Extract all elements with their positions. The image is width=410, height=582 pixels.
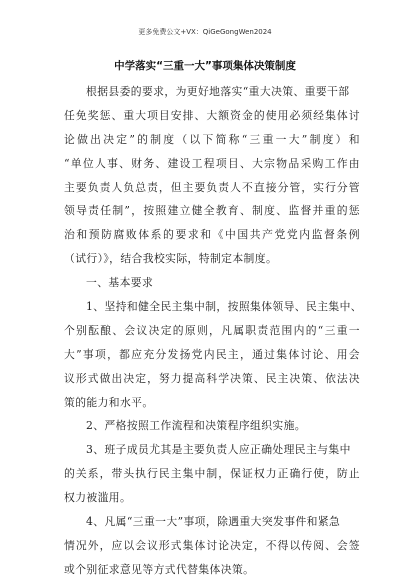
paragraph-line: 或个别征求意见等方式代替集体决策。 [64,562,255,576]
paragraph-line: 策的能力和水平。 [64,395,154,409]
document-body [64,80,360,582]
paragraph-line: 1、坚持和健全民主集中制，按照集体领导、民主集中、 [86,300,362,314]
paragraph-line: 权力被滥用。 [64,491,132,505]
paragraph-line: 议形式做出决定，努力提高科学决策、民主决策、依法决 [64,371,360,385]
document-title: 中学落实“三重一大”事项集体决策制度 [114,60,296,72]
paragraph-line: （试行）》，结合我校实际，特制定本制度。 [64,252,278,266]
paragraph-line: 情况外，应以会议形式集体讨论决定，不得以传阅、会签 [64,538,360,552]
paragraph-line: 治和预防腐败体系的要求和《中国共产党党内监督条例 [64,228,360,242]
paragraph-line: 论做出决定”的制度（以下简称“三重一大”制度）和 [64,132,360,146]
paragraph-line: 的关系，带头执行民主集中制，保证权力正确行使，防止 [64,467,360,481]
paragraph-line: 大”事项，都应充分发扬党内民主，通过集体讨论、用会 [64,347,360,361]
paragraph-line: 4、凡属“三重一大”事项，除遇重大突发事件和紧急 [86,515,341,529]
section-heading: 一、基本要求 [86,276,154,290]
paragraph-line: 任免奖惩、重大项目安排、大额资金的使用必须经集体讨 [64,108,360,122]
paragraph-line: 主要负责人负总责，但主要负责人不直接分管，实行分管 [64,180,360,194]
header-note: 更多免费公文+VX：QiGeGongWen2024 [138,28,272,36]
paragraph-line: 2、严格按照工作流程和决策程序组织实施。 [86,419,307,433]
paragraph-line: “单位人事、财务、建设工程项目、大宗物品采购工作由 [64,156,360,170]
paragraph-line: 根据县委的要求，为更好地落实“重大决策、重要干部 [86,85,350,98]
paragraph-line: 个别酝酿、会议决定的原则，凡属职责范围内的“三重一 [64,323,360,337]
paragraph-line: 3、班子成员尤其是主要负责人应正确处理民主与集中 [86,443,351,457]
paragraph-line: 领导责任制”，按照建立健全教育、制度、监督并重的惩 [64,204,360,218]
